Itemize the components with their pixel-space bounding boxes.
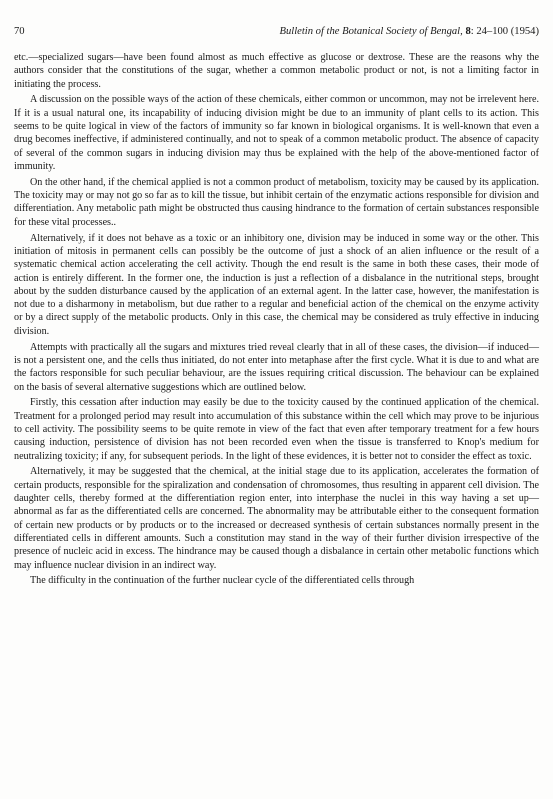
paragraph: A discussion on the possible ways of the action of these chemicals, either common or uncommon, may not be irrelevent here. If it is a usual natural one, its incapability of inducing division might be due to an immunity of plant cells to its action. This seems to be quite logical in view of the factors of immunity so far known in biological organisms. It is well-known that even a drug becomes ineffective, if administered continually, and not to speak of a common metabolic product. The absence of capacity of several of the common sugars in inducing division may thus be explained with the help of the above-mentioned factor of immunity. <box>14 94 539 172</box>
journal-citation <box>279 26 539 37</box>
paragraph: Attempts with practically all the sugars and mixtures tried reveal clearly that in all of these cases, the division—if induced—is not a persistent one, and the cells thus initiated, do not enter into metaphase after the first cycle. What it is due to and what are the factors responsible for such peculiar behaviour, are the issues requiring critical discussion. The behaviour can be explained on the basis of several alternative suggestions which are outlined below. <box>14 341 539 393</box>
paragraph: On the other hand, if the chemical applied is not a common product of metabolism, toxicity may be caused by its application. The toxicity may or may not go so far as to kill the tissue, but inhibit certain of the enzymatic actions responsible for division and differentiation. Any metabolic path might be obstructed thus causing hindrance to the formation of certain substances responsible for these vital processes.. <box>14 176 539 228</box>
journal-pages-year: : 24–100 (1954) <box>470 26 539 37</box>
paragraph: The difficulty in the continuation of the further nuclear cycle of the differentiated cells through <box>30 575 415 587</box>
paragraph: Firstly, this cessation after induction may easily be due to the toxicity caused by the continued application of the chemical. Treatment for a prolonged period may result into accumulation of this substance within the cell which may prove to be injurious to cell activity. The possibility seems to be quite remote in view of the fact that even after temporary treatment for a few hours causing induction, persistence of division has not been recorded even when the tissue is transferred to Knop's medium for neutralizing toxicity; if any, for subsequent periods. In the light of these evidences, it is better not to consider the effect as toxic. <box>14 397 539 462</box>
body-text <box>14 51 539 588</box>
journal-title: Bulletin of the Botanical Society of Bengal, <box>279 26 463 37</box>
paragraph: etc.—specialized sugars—have been found almost as much effective as glucose or dextrose. These are the reasons why the authors consider that the constitutions of the sugar, whether a common metabolic product or not, is not a limiting factor in initiating the process. <box>14 52 539 90</box>
running-head <box>14 26 539 37</box>
paragraph: Alternatively, if it does not behave as a toxic or an inhibitory one, division may be induced in some way or the other. This initiation of mitosis in permanent cells can possibly be the outcome of just a shock of an alien influence or the result of a systematic chemical action accelerating the cell activity. Though the end result is the same in both these cases, their mode of action is entirely different. In the former one, the induction is just a reflection of a disbalance in the nutritional steps, brought about by the sudden disturbance caused by the application of an external agent. In the latter case, however, the manifestation is not due to a disharmony in metabolism, but due rather to a regular and beneficial action of the chemical on the enzyme activity or by a direct supply of the metabolic products. Only in this case, the chemical may be considered as truly effective in inducing division. <box>14 232 539 337</box>
journal-volume: 8 <box>465 26 471 37</box>
paragraph: Alternatively, it may be suggested that the chemical, at the initial stage due to its application, accelerates the formation of certain products, responsible for the spiralization and condensation of chromosomes, thus resulting in apparent cell division. The daughter cells, thereby formed at the differentiation region enter, into interphase the nuclei in this way having a set up—abnormal as far as the differentiated cells are concerned. The abnormality may be attributable either to the consequent formation of certain new products or by products or to the increased or decreased synthesis of certain substances normally present in the differentiated cells in different amounts. Such a constitution may stand in the way of their further division irrespective of the presence of nucleic acid in excess. The hindrance may be caused though a disbalance in certain other metabolic functions which may influence nuclear division in an indirect way. <box>14 466 539 571</box>
page-number: 70 <box>14 26 25 37</box>
